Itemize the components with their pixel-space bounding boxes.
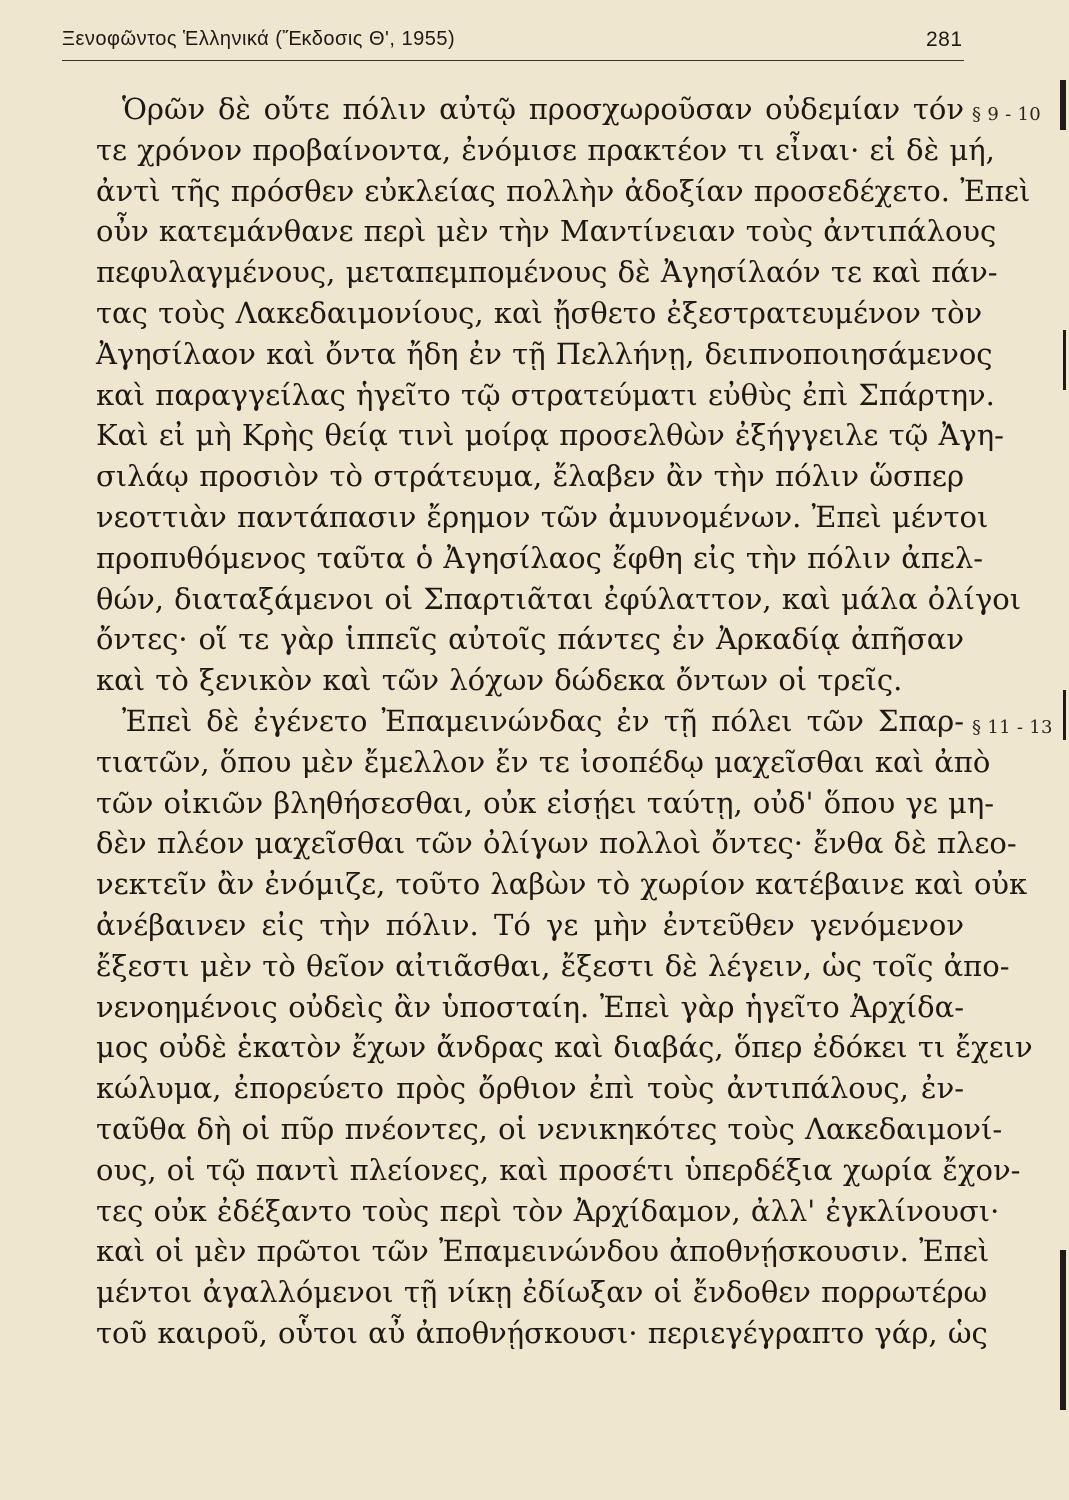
text-line: τας τοὺς Λακεδαιμονίους, καὶ ᾔσθετο ἐξεστρατευμένον τὸν [96, 295, 983, 330]
text-line: τῶν οἰκιῶν βληθήσεσθαι, οὐκ εἰσῄει ταύτῃ, οὐδ' ὅπου γε μη- [96, 785, 995, 820]
text-line: καὶ οἱ μὲν πρῶτοι τῶν Ἐπαμεινώνδου ἀποθνῄσκουσιν. Ἐπεὶ [96, 1234, 990, 1269]
page-edge-mark [1063, 330, 1066, 390]
header-rule [62, 60, 964, 61]
text-line: νενοημένοις οὐδεὶς ἂν ὑποσταίη. Ἐπεὶ γὰρ ἡγεῖτο Ἀρχίδα- [96, 989, 964, 1024]
text-line: δὲν πλέον μαχεῖσθαι τῶν ὀλίγων πολλοὶ ὄντες· ἔνθα δὲ πλεο- [96, 826, 1017, 861]
text-line: μέντοι ἀγαλλόμενοι τῇ νίκῃ ἐδίωξαν οἱ ἔνδοθεν πορρωτέρω [96, 1275, 988, 1310]
page-edge-mark [1060, 80, 1066, 130]
text-line: τες οὐκ ἐδέξαντο τοὺς περὶ τὸν Ἀρχίδαμον, ἀλλ' ἐγκλίνουσι· [96, 1193, 1000, 1228]
running-head [62, 20, 962, 56]
text-line: θών, διαταξάμενοι οἱ Σπαρτιᾶται ἐφύλαττον, καὶ μάλα ὀλίγοι [96, 581, 1022, 616]
text-line: τε χρόνον προβαίνοντα, ἐνόμισε πρακτέον τι εἶναι· εἰ δὲ μή, [96, 132, 995, 167]
text-line: ἀντὶ τῆς πρόσθεν εὐκλείας πολλὴν ἀδοξίαν προσεδέχετο. Ἐπεὶ [96, 173, 1031, 208]
text-line: νεκτεῖν ἂν ἐνόμιζε, τοῦτο λαβὼν τὸ χωρίον κατέβαινε καὶ οὐκ [96, 867, 1028, 902]
text-line: ταῦθα δὴ οἱ πῦρ πνέοντες, οἱ νενικηκότες τοὺς Λακεδαιμονί- [96, 1111, 1003, 1146]
text-line: Ὁρῶν δὲ οὔτε πόλιν αὐτῷ προσχωροῦσαν οὐδεμίαν τόν [122, 92, 964, 126]
text-line: καὶ παραγγείλας ἡγεῖτο τῷ στρατεύματι εὐθὺς ἐπὶ Σπάρτην. [96, 377, 995, 412]
text-line: ους, οἱ τῷ παντὶ πλείονες, καὶ προσέτι ὑπερδέξια χωρία ἔχον- [96, 1152, 1021, 1187]
text-line: προπυθόμενος ταῦτα ὁ Ἀγησίλαος ἔφθη εἰς τὴν πόλιν ἀπελ- [96, 540, 984, 575]
page-edge-mark [1063, 690, 1066, 740]
margin-note-section-9-10: § 9 - 10 [972, 104, 1042, 125]
text-line: ἔξεστι μὲν τὸ θεῖον αἰτιᾶσθαι, ἔξεστι δὲ λέγειν, ὡς τοῖς ἀπο- [96, 948, 1010, 983]
running-head-title: Ξενοφῶντος Ἑλληνικά (Ἔκδοσις Θ', 1955) [62, 28, 456, 50]
text-line: σιλάῳ προσιὸν τὸ στράτευμα, ἔλαβεν ἂν τὴν πόλιν ὥσπερ [96, 459, 964, 494]
text-line: καὶ τὸ ξενικὸν καὶ τῶν λόχων δώδεκα ὄντων οἱ τρεῖς. [96, 663, 903, 698]
text-line: ὄντες· οἵ τε γὰρ ἱππεῖς αὐτοῖς πάντες ἐν Ἀρκαδίᾳ ἀπῆσαν [96, 622, 964, 657]
text-line: Ἀγησίλαον καὶ ὄντα ἤδη ἐν τῇ Πελλήνῃ, δειπνοποιησάμενος [96, 336, 993, 371]
text-line: νεοττιὰν παντάπασιν ἔρημον τῶν ἀμυνομένων. Ἐπεὶ μέντοι [96, 499, 989, 534]
text-line: οὖν κατεμάνθανε περὶ μὲν τὴν Μαντίνειαν τοὺς ἀντιπάλους [96, 214, 997, 249]
text-line: πεφυλαγμένους, μεταπεμπομένους δὲ Ἀγησίλαόν τε καὶ πάν- [96, 255, 998, 290]
page-edge-mark [1060, 1250, 1066, 1410]
text-line: Καὶ εἰ μὴ Κρὴς θείᾳ τινὶ μοίρᾳ προσελθὼν ἐξήγγειλε τῷ Ἀγη- [96, 418, 1004, 453]
text-line: κώλυμα, ἐπορεύετο πρὸς ὄρθιον ἐπὶ τοὺς ἀντιπάλους, ἐν- [96, 1071, 964, 1106]
margin-note-section-11-13: § 11 - 13 [972, 717, 1053, 738]
text-line: τοῦ καιροῦ, οὗτοι αὖ ἀποθνῄσκουσι· περιεγέγραπτο γάρ, ὡς [96, 1315, 988, 1350]
text-line: Ἐπεὶ δὲ ἐγένετο Ἐπαμεινώνδας ἐν τῇ πόλει τῶν Σπαρ- [122, 703, 964, 738]
text-line: τιατῶν, ὅπου μὲν ἔμελλον ἔν τε ἰσοπέδῳ μαχεῖσθαι καὶ ἀπὸ [96, 744, 991, 779]
text-line: ἀνέβαινεν εἰς τὴν πόλιν. Τό γε μὴν ἐντεῦθεν γενόμενον [96, 907, 964, 942]
text-line: μος οὐδὲ ἑκατὸν ἔχων ἄνδρας καὶ διαβάς, ὅπερ ἐδόκει τι ἔχειν [96, 1030, 1033, 1065]
page-number: 281 [926, 28, 963, 51]
